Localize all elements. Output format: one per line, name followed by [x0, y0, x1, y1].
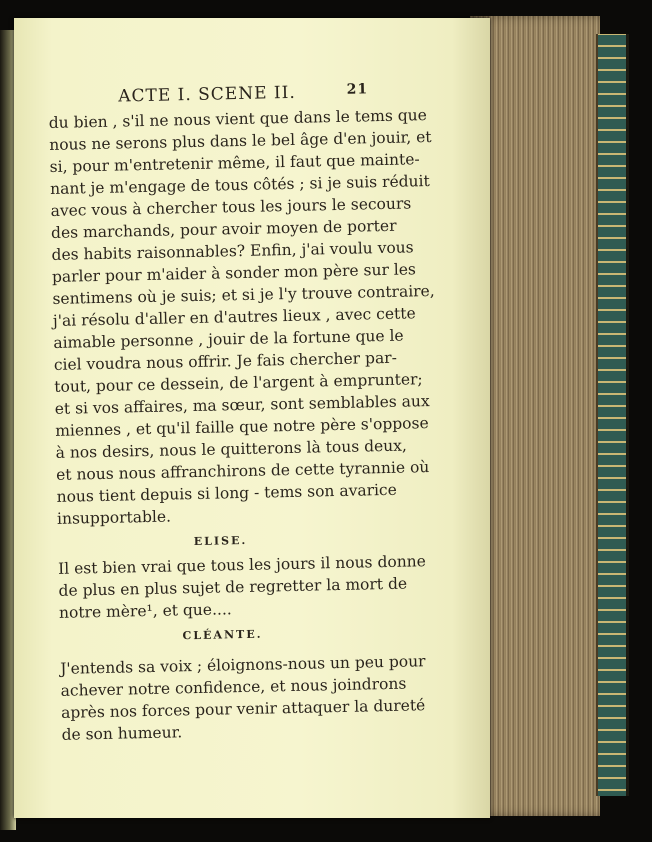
text-line: aimable personne , jouir de la fortune que le: [53, 326, 404, 352]
text-line: sentimens où je suis; et si je l'y trouve contraire,: [52, 281, 435, 308]
speaker-name: CLÉANTE.: [182, 627, 263, 643]
text-line: et nous nous affranchirons de cette tyrannie où: [55, 458, 430, 484]
text-line: j'ai résolu d'aller en d'autres lieux , avec cette: [52, 304, 416, 330]
paragraph-cleante-reply: [60, 651, 426, 746]
text-line: du bien , s'il ne nous vient que dans le tems que: [48, 106, 428, 132]
running-title: ACTE I. SCENE II.: [118, 82, 296, 107]
text-line: des marchands, pour avoir moyen de porter: [50, 216, 397, 242]
text-line: J'entends sa voix ; éloignons-nous un peu pour: [60, 652, 426, 678]
text-line: des habits raisonnables? Enfin, j'ai voulu vous: [51, 238, 414, 264]
text-line: nous ne serons plus dans le bel âge d'en jouir, et: [49, 127, 432, 154]
text-line: insupportable.: [56, 507, 172, 528]
text-line: de plus en plus sujet de regretter la mort de: [58, 574, 408, 600]
paragraph-elise-speech: [57, 551, 427, 624]
page-number: 21: [346, 81, 369, 98]
paragraph-cleante-speech: [48, 105, 435, 530]
text-line: et si vos affaires, ma sœur, sont semblables aux: [54, 392, 430, 418]
text-line: tout, pour ce dessein, de l'argent à emprunter;: [54, 370, 423, 396]
text-line: miennes , et qu'il faille que notre père s'oppose: [55, 414, 429, 440]
text-line: parler pour m'aider à sonder mon père sur les: [51, 260, 417, 286]
text-line: de son humeur.: [61, 723, 183, 744]
page-text: [48, 79, 435, 746]
text-line: après nos forces pour venir attaquer la dureté: [60, 696, 426, 722]
speaker-name: ELISE.: [193, 533, 248, 549]
text-line: notre mère¹, et que....: [58, 600, 232, 622]
text-line: Il est bien vrai que tous les jours il nous donne: [57, 552, 427, 578]
text-line: avec vous à chercher tous les jours le secours: [50, 194, 412, 220]
decorative-spine-band: [596, 34, 629, 796]
text-line: si, pour m'entretenir même, il faut que mainte-: [49, 150, 420, 176]
text-line: ciel voudra nous offrir. Je fais chercher par-: [53, 348, 398, 374]
text-line: nant je m'engage de tous côtés ; si je suis réduit: [49, 172, 430, 198]
text-line: nous tient depuis si long - tems son avarice: [56, 480, 398, 506]
text-line: à nos desirs, nous le quitterons là tous deux,: [55, 436, 408, 462]
text-line: achever notre confidence, et nous joindrons: [60, 674, 407, 700]
